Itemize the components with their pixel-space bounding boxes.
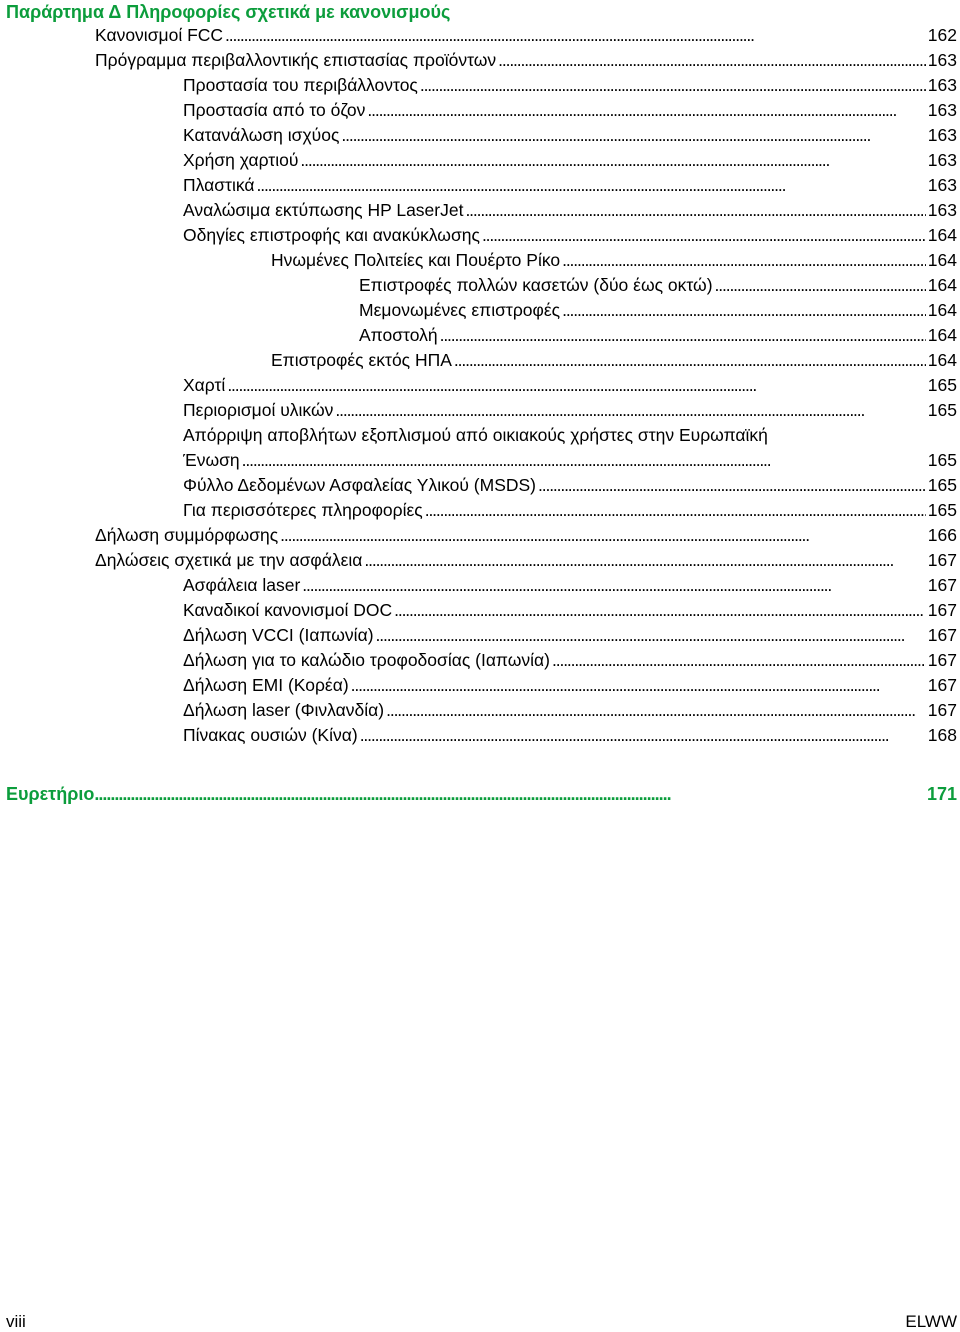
toc-page-number: 165	[927, 475, 957, 495]
toc-entry-waste-disposal[interactable]	[183, 448, 957, 473]
toc-leader	[364, 548, 925, 573]
toc-page-number: 167	[927, 575, 957, 595]
toc-entry-label: Πίνακας ουσιών (Κίνα)	[183, 725, 358, 745]
toc-leader	[225, 23, 926, 48]
toc-leader	[242, 448, 926, 473]
toc-index-label: Ευρετήριο	[6, 784, 95, 804]
toc-leader	[420, 73, 926, 98]
toc-leader	[280, 523, 926, 548]
toc-entry-label: Πλαστικά	[183, 175, 255, 195]
toc-page-number: 164	[927, 225, 957, 245]
toc-entry-label: Κανονισμοί FCC	[95, 25, 224, 45]
toc-entry-msds[interactable]	[183, 473, 957, 498]
toc-entry-label: Ηνωμένες Πολιτείες και Πουέρτο Ρίκο	[271, 250, 561, 270]
toc-leader	[335, 398, 925, 423]
toc-leader	[360, 723, 926, 748]
toc-entry-power-cord-japan[interactable]	[183, 648, 957, 673]
toc-page-number: 164	[927, 275, 957, 295]
toc-entry-label: Χαρτί	[183, 375, 226, 395]
toc-entry-environment-protection[interactable]	[183, 73, 957, 98]
toc-entry-label: Ασφάλεια laser	[183, 575, 301, 595]
toc-entry-index[interactable]	[6, 782, 957, 807]
toc-page-number: 165	[927, 375, 957, 395]
toc-entry-label: Προστασία από το όζον	[183, 100, 366, 120]
toc-entry-us-puerto-rico[interactable]	[271, 248, 957, 273]
toc-entry-label: Δηλώσεις σχετικά με την ασφάλεια	[95, 550, 363, 570]
toc-entry-paper-use[interactable]	[183, 148, 957, 173]
toc-page-number: 166	[927, 525, 957, 545]
toc-entry-single-returns[interactable]	[359, 298, 957, 323]
toc-entry-label: Για περισσότερες πληροφορίες	[183, 500, 423, 520]
toc-entry-plastics[interactable]	[183, 173, 957, 198]
toc-entry-safety-statements[interactable]	[95, 548, 957, 573]
toc-page-number: 163	[927, 75, 957, 95]
toc-leader	[341, 123, 925, 148]
toc-leader	[425, 498, 926, 523]
toc-page-number: 167	[927, 650, 957, 670]
toc-leader	[715, 273, 926, 298]
toc-page-number: 163	[927, 50, 957, 70]
toc-entry-label: Προστασία του περιβάλλοντος	[183, 75, 418, 95]
toc-entry-label: Ένωση	[183, 450, 240, 470]
footer-doc-code: ELWW	[905, 1312, 957, 1331]
footer-page-number: viii	[6, 1312, 26, 1331]
toc-page-number: 168	[927, 725, 957, 745]
toc-leader	[552, 648, 926, 673]
toc-page-number: 163	[927, 100, 957, 120]
toc-page-number: 162	[927, 25, 957, 45]
toc-entry-label: Δήλωση για το καλώδιο τροφοδοσίας (Ιαπωνία)	[183, 650, 551, 670]
toc-leader	[482, 223, 926, 248]
toc-entry-shipping[interactable]	[359, 323, 957, 348]
toc-entry-waste-disposal-line1[interactable]: Απόρριψη αποβλήτων εξοπλισμού από οικιακούς χρήστες στην Ευρωπαϊκή	[183, 425, 768, 445]
toc-leader	[394, 598, 926, 623]
toc-entry-label: Επιστροφές εκτός ΗΠΑ	[271, 350, 452, 370]
toc-entry-declaration-of-conformity[interactable]	[95, 523, 957, 548]
toc-page-number: 164	[927, 250, 957, 270]
toc-leader	[465, 198, 925, 223]
toc-leader	[367, 98, 925, 123]
toc-entry-label: Αναλώσιμα εκτύπωσης HP LaserJet	[183, 200, 464, 220]
toc-entry-more-info[interactable]	[183, 498, 957, 523]
toc-entry-label: Μεμονωμένες επιστροφές	[359, 300, 561, 320]
toc-page-number: 163	[927, 150, 957, 170]
toc-entry-paper[interactable]	[183, 373, 957, 398]
toc-leader	[302, 573, 926, 598]
toc-leader	[227, 373, 925, 398]
toc-entry-label: Δήλωση συμμόρφωσης	[95, 525, 279, 545]
toc-leader	[300, 148, 925, 173]
toc-leader	[454, 348, 926, 373]
toc-entry-label: Επιστροφές πολλών κασετών (δύο έως οκτώ)	[359, 275, 713, 295]
toc-entry-label: Αποστολή	[359, 325, 438, 345]
toc-leader	[538, 473, 926, 498]
toc-page-number: 165	[927, 400, 957, 420]
toc-page-number: 164	[927, 325, 957, 345]
toc-entry-fcc[interactable]	[95, 23, 957, 48]
toc-leader	[562, 298, 926, 323]
toc-entry-emi-korea[interactable]	[183, 673, 957, 698]
toc-leader	[386, 698, 926, 723]
toc-entry-label: Χρήση χαρτιού	[183, 150, 299, 170]
toc-entry-multiple-returns[interactable]	[359, 273, 957, 298]
toc-entry-vcci-japan[interactable]	[183, 623, 957, 648]
toc-entry-non-us-returns[interactable]	[271, 348, 957, 373]
toc-leader	[498, 48, 926, 73]
toc-section-title: Παράρτημα Δ Πληροφορίες σχετικά με κανονισμούς	[6, 2, 451, 22]
toc-leader	[440, 323, 926, 348]
toc-entry-environmental-program[interactable]	[95, 48, 957, 73]
toc-page-number: 163	[927, 175, 957, 195]
toc-leader	[562, 248, 926, 273]
toc-page-number: 164	[927, 300, 957, 320]
toc-entry-label: Καναδικοί κανονισμοί DOC	[183, 600, 393, 620]
toc-entry-label: Δήλωση EMI (Κορέα)	[183, 675, 349, 695]
toc-entry-laser-safety[interactable]	[183, 573, 957, 598]
toc-page-number: 165	[927, 500, 957, 520]
toc-page-number: 165	[927, 450, 957, 470]
toc-entry-label: Πρόγραμμα περιβαλλοντικής επιστασίας προϊόντων	[95, 50, 497, 70]
toc-leader	[94, 782, 927, 807]
toc-entry-label: Δήλωση VCCI (Ιαπωνία)	[183, 625, 374, 645]
toc-leader	[351, 673, 926, 698]
toc-page-number: 164	[927, 350, 957, 370]
toc-leader	[376, 623, 926, 648]
toc-entry-canadian-doc[interactable]	[183, 598, 957, 623]
toc-entry-power[interactable]	[183, 123, 957, 148]
toc-page-number: 167	[927, 675, 957, 695]
toc-entry-label: Φύλλο Δεδομένων Ασφαλείας Υλικού (MSDS)	[183, 475, 537, 495]
toc-entry-label: Δήλωση laser (Φινλανδία)	[183, 700, 385, 720]
toc-entry-label: Οδηγίες επιστροφής και ανακύκλωσης	[183, 225, 480, 245]
toc-entry-ozone[interactable]	[183, 98, 957, 123]
toc-entry-supplies[interactable]	[183, 198, 957, 223]
toc-index-page-number: 171	[926, 784, 957, 804]
toc-entry-laser-finland[interactable]	[183, 698, 957, 723]
toc-entry-material-restrictions[interactable]	[183, 398, 957, 423]
toc-entry-label: Περιορισμοί υλικών	[183, 400, 334, 420]
toc-page-number: 167	[927, 700, 957, 720]
toc-page-number: 167	[927, 550, 957, 570]
toc-leader	[257, 173, 926, 198]
toc-entry-label: Κατανάλωση ισχύος	[183, 125, 340, 145]
toc-page-number: 167	[927, 600, 957, 620]
toc-page-number: 163	[927, 200, 957, 220]
toc-entry-return-recycling[interactable]	[183, 223, 957, 248]
toc-page-number: 167	[927, 625, 957, 645]
toc-entry-substances-china[interactable]	[183, 723, 957, 748]
toc-page-number: 163	[927, 125, 957, 145]
